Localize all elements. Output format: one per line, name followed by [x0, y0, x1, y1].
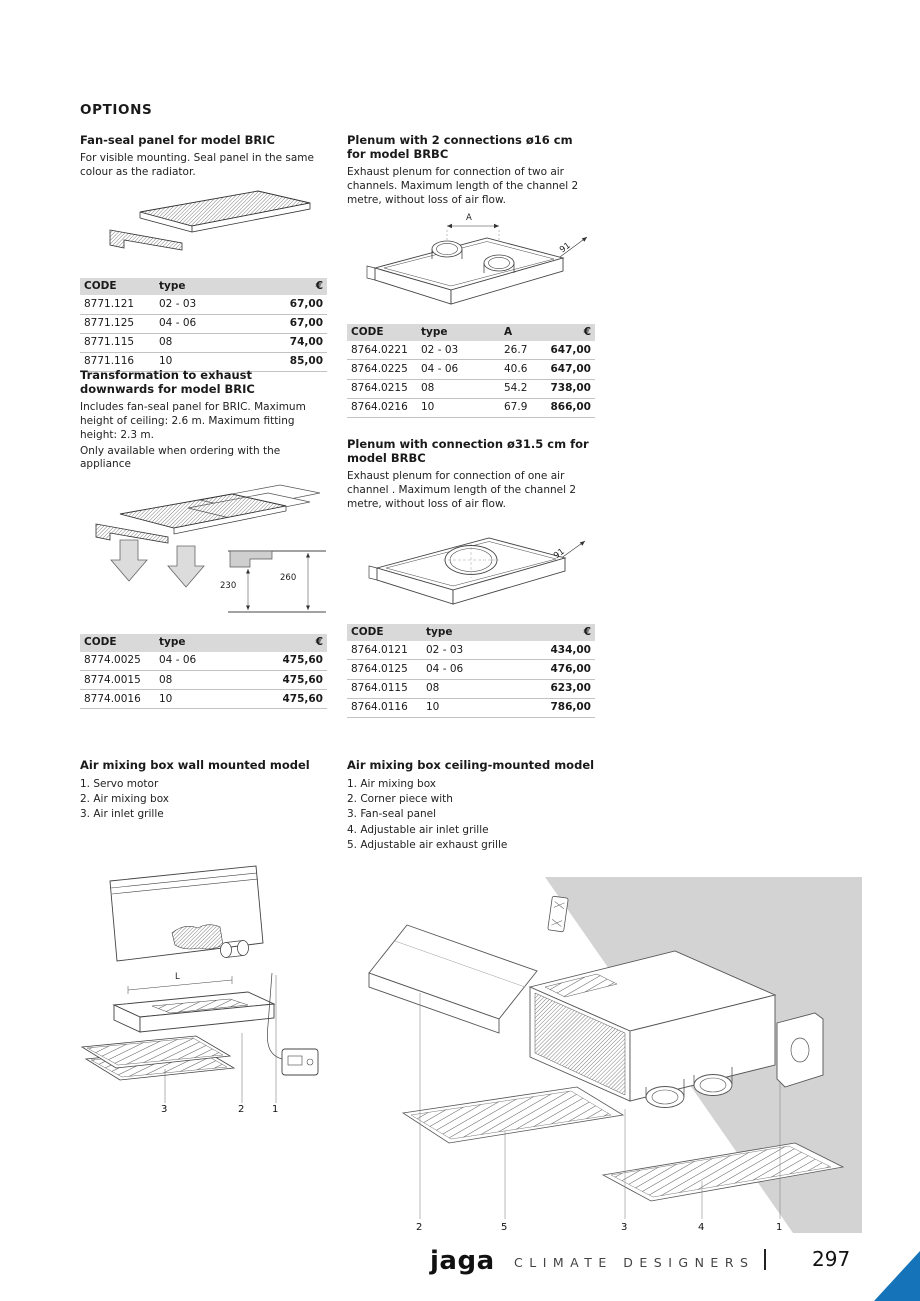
list-item: 1. Air mixing box	[347, 778, 437, 791]
cell-code: 8764.0216	[347, 398, 417, 417]
plenum-2-price-table	[347, 324, 595, 418]
transformation-price-table	[80, 634, 327, 709]
corner-triangle	[874, 1251, 920, 1301]
jaga-logo: jaga	[430, 1246, 495, 1276]
cell-price: 74,00	[245, 333, 327, 352]
column-header: €	[238, 634, 327, 652]
cell-code: 8774.0016	[80, 690, 155, 709]
table-row	[80, 314, 327, 333]
cell-value: 08	[417, 379, 500, 398]
cell-value: 10	[155, 690, 238, 709]
footer-separator	[764, 1249, 766, 1270]
cell-price: 476,00	[505, 660, 595, 679]
cell-value: 02 - 03	[417, 341, 500, 360]
product-title: Transformation to exhaust downwards for model BRIC	[80, 368, 255, 397]
section-air-mixing-wall	[80, 758, 340, 1158]
section-plenum-31-5	[347, 437, 595, 718]
cell-value: 26.7	[500, 341, 546, 360]
table-row	[347, 360, 595, 379]
column-header: CODE	[80, 634, 155, 652]
cell-code: 8764.0225	[347, 360, 417, 379]
callout-5: 5	[501, 1222, 508, 1233]
callout-2: 2	[416, 1222, 423, 1233]
dim-label-91: 91	[551, 546, 567, 561]
cell-price: 475,60	[238, 671, 327, 690]
product-title: Fan-seal panel for model BRIC	[80, 133, 275, 147]
column-header: CODE	[347, 624, 422, 642]
product-description-note: Only available when ordering with the appliance	[80, 444, 281, 471]
air-mixing-ceiling-drawing	[345, 875, 865, 1240]
cell-value: 67.9	[500, 398, 546, 417]
product-title: Air mixing box ceiling-mounted model	[347, 758, 595, 772]
table-row	[347, 660, 595, 679]
table-row	[347, 341, 595, 360]
product-description: Exhaust plenum for connection of one air channel . Maximum length of the channel 2 metre, without loss of air flow.	[347, 470, 577, 510]
list-item: 4. Adjustable air inlet grille	[347, 823, 489, 836]
fan-seal-price-table	[80, 278, 327, 372]
cell-price: 67,00	[245, 295, 327, 314]
cell-value: 02 - 03	[422, 641, 505, 660]
plenum-2-connections-drawing	[347, 212, 595, 318]
table-row	[80, 333, 327, 352]
cell-price: 67,00	[245, 314, 327, 333]
cell-code: 8771.121	[80, 295, 155, 314]
column-header: type	[155, 634, 238, 652]
cell-value: 04 - 06	[417, 360, 500, 379]
column-header: CODE	[347, 324, 417, 342]
cell-value: 04 - 06	[422, 660, 505, 679]
product-title: Plenum with connection ø31.5 cm for model BRBC	[347, 437, 589, 466]
table-row	[347, 379, 595, 398]
cell-value: 40.6	[500, 360, 546, 379]
list-item: 2. Corner piece with	[347, 793, 453, 806]
table-row	[80, 690, 327, 709]
product-description: For visible mounting. Seal panel in the same colour as the radiator.	[80, 152, 314, 178]
callout-1: 1	[272, 1104, 279, 1115]
column-header: €	[245, 278, 327, 296]
section-air-mixing-ceiling	[347, 758, 867, 1248]
section-transformation-exhaust	[80, 368, 327, 709]
cell-code: 8764.0125	[347, 660, 422, 679]
table-row	[347, 641, 595, 660]
column-header: CODE	[80, 278, 155, 296]
cell-value: 02 - 03	[155, 295, 245, 314]
column-header: type	[422, 624, 505, 642]
cell-value: 08	[155, 333, 245, 352]
product-title: Air mixing box wall mounted model	[80, 758, 310, 772]
list-item: 3. Fan-seal panel	[347, 808, 437, 821]
page-title: OPTIONS	[80, 102, 153, 118]
list-item: 2. Air mixing box	[80, 793, 170, 806]
cell-code: 8771.116	[80, 352, 155, 371]
dim-label-a: A	[466, 212, 472, 223]
callout-1: 1	[776, 1222, 783, 1233]
cell-code: 8764.0115	[347, 679, 422, 698]
section-plenum-2-connections	[347, 133, 595, 418]
cell-price: 866,00	[546, 398, 595, 417]
table-row	[347, 679, 595, 698]
table-row	[347, 698, 595, 717]
column-header: €	[505, 624, 595, 642]
cell-value: 10	[422, 698, 505, 717]
section-fan-seal-panel	[80, 133, 327, 372]
product-description: Includes fan-seal panel for BRIC. Maximum height of ceiling: 2.6 m. Maximum fitting height: 2.3 m.	[80, 401, 306, 441]
list-item: 1. Servo motor	[80, 778, 159, 791]
cell-code: 8764.0121	[347, 641, 422, 660]
cell-value: 08	[155, 671, 238, 690]
footer-tagline: CLIMATE DESIGNERS	[514, 1255, 755, 1270]
dim-label-length: L	[175, 972, 180, 982]
column-header: A	[500, 324, 546, 342]
column-header: €	[546, 324, 595, 342]
table-row	[80, 671, 327, 690]
cell-price: 85,00	[245, 352, 327, 371]
table-row	[347, 398, 595, 417]
cell-price: 623,00	[505, 679, 595, 698]
dim-label-230: 230	[220, 581, 237, 592]
cell-code: 8771.115	[80, 333, 155, 352]
air-mixing-wall-drawing	[80, 853, 330, 1123]
cell-code: 8764.0116	[347, 698, 422, 717]
cell-code: 8771.125	[80, 314, 155, 333]
cell-value: 10	[155, 352, 245, 371]
dim-label-260: 260	[280, 573, 297, 584]
cell-price: 475,60	[238, 652, 327, 671]
cell-price: 738,00	[546, 379, 595, 398]
callout-3: 3	[621, 1222, 628, 1233]
list-item: 3. Air inlet grille	[80, 808, 164, 821]
cell-code: 8764.0221	[347, 341, 417, 360]
cell-value: 04 - 06	[155, 314, 245, 333]
cell-price: 647,00	[546, 341, 595, 360]
parts-list	[347, 777, 867, 853]
cell-code: 8774.0015	[80, 671, 155, 690]
dim-label-91: 91	[557, 240, 573, 255]
callout-2: 2	[238, 1104, 245, 1115]
cell-price: 647,00	[546, 360, 595, 379]
cell-price: 475,60	[238, 690, 327, 709]
cell-value: 54.2	[500, 379, 546, 398]
cell-value: 10	[417, 398, 500, 417]
cell-code: 8764.0215	[347, 379, 417, 398]
cell-price: 434,00	[505, 641, 595, 660]
table-row	[80, 652, 327, 671]
cell-value: 04 - 06	[155, 652, 238, 671]
callout-3: 3	[161, 1104, 168, 1115]
column-header: type	[155, 278, 245, 296]
callout-4: 4	[698, 1222, 705, 1233]
transformation-drawing	[80, 476, 327, 628]
column-header: type	[417, 324, 500, 342]
cell-price: 786,00	[505, 698, 595, 717]
product-title: Plenum with 2 connections ø16 cm for model BRBC	[347, 133, 573, 162]
corner-accent	[874, 1251, 920, 1301]
cell-value: 08	[422, 679, 505, 698]
list-item: 5. Adjustable air exhaust grille	[347, 838, 508, 851]
parts-list	[80, 777, 340, 823]
table-row	[80, 295, 327, 314]
plenum-31-5-drawing	[347, 516, 595, 618]
cell-code: 8774.0025	[80, 652, 155, 671]
page-number: 297	[812, 1247, 851, 1271]
plenum-31-5-price-table	[347, 624, 595, 718]
product-description: Exhaust plenum for connection of two air channels. Maximum length of the channel 2 metre, without loss of air flow.	[347, 166, 579, 206]
fan-seal-panel-drawing	[80, 182, 327, 272]
